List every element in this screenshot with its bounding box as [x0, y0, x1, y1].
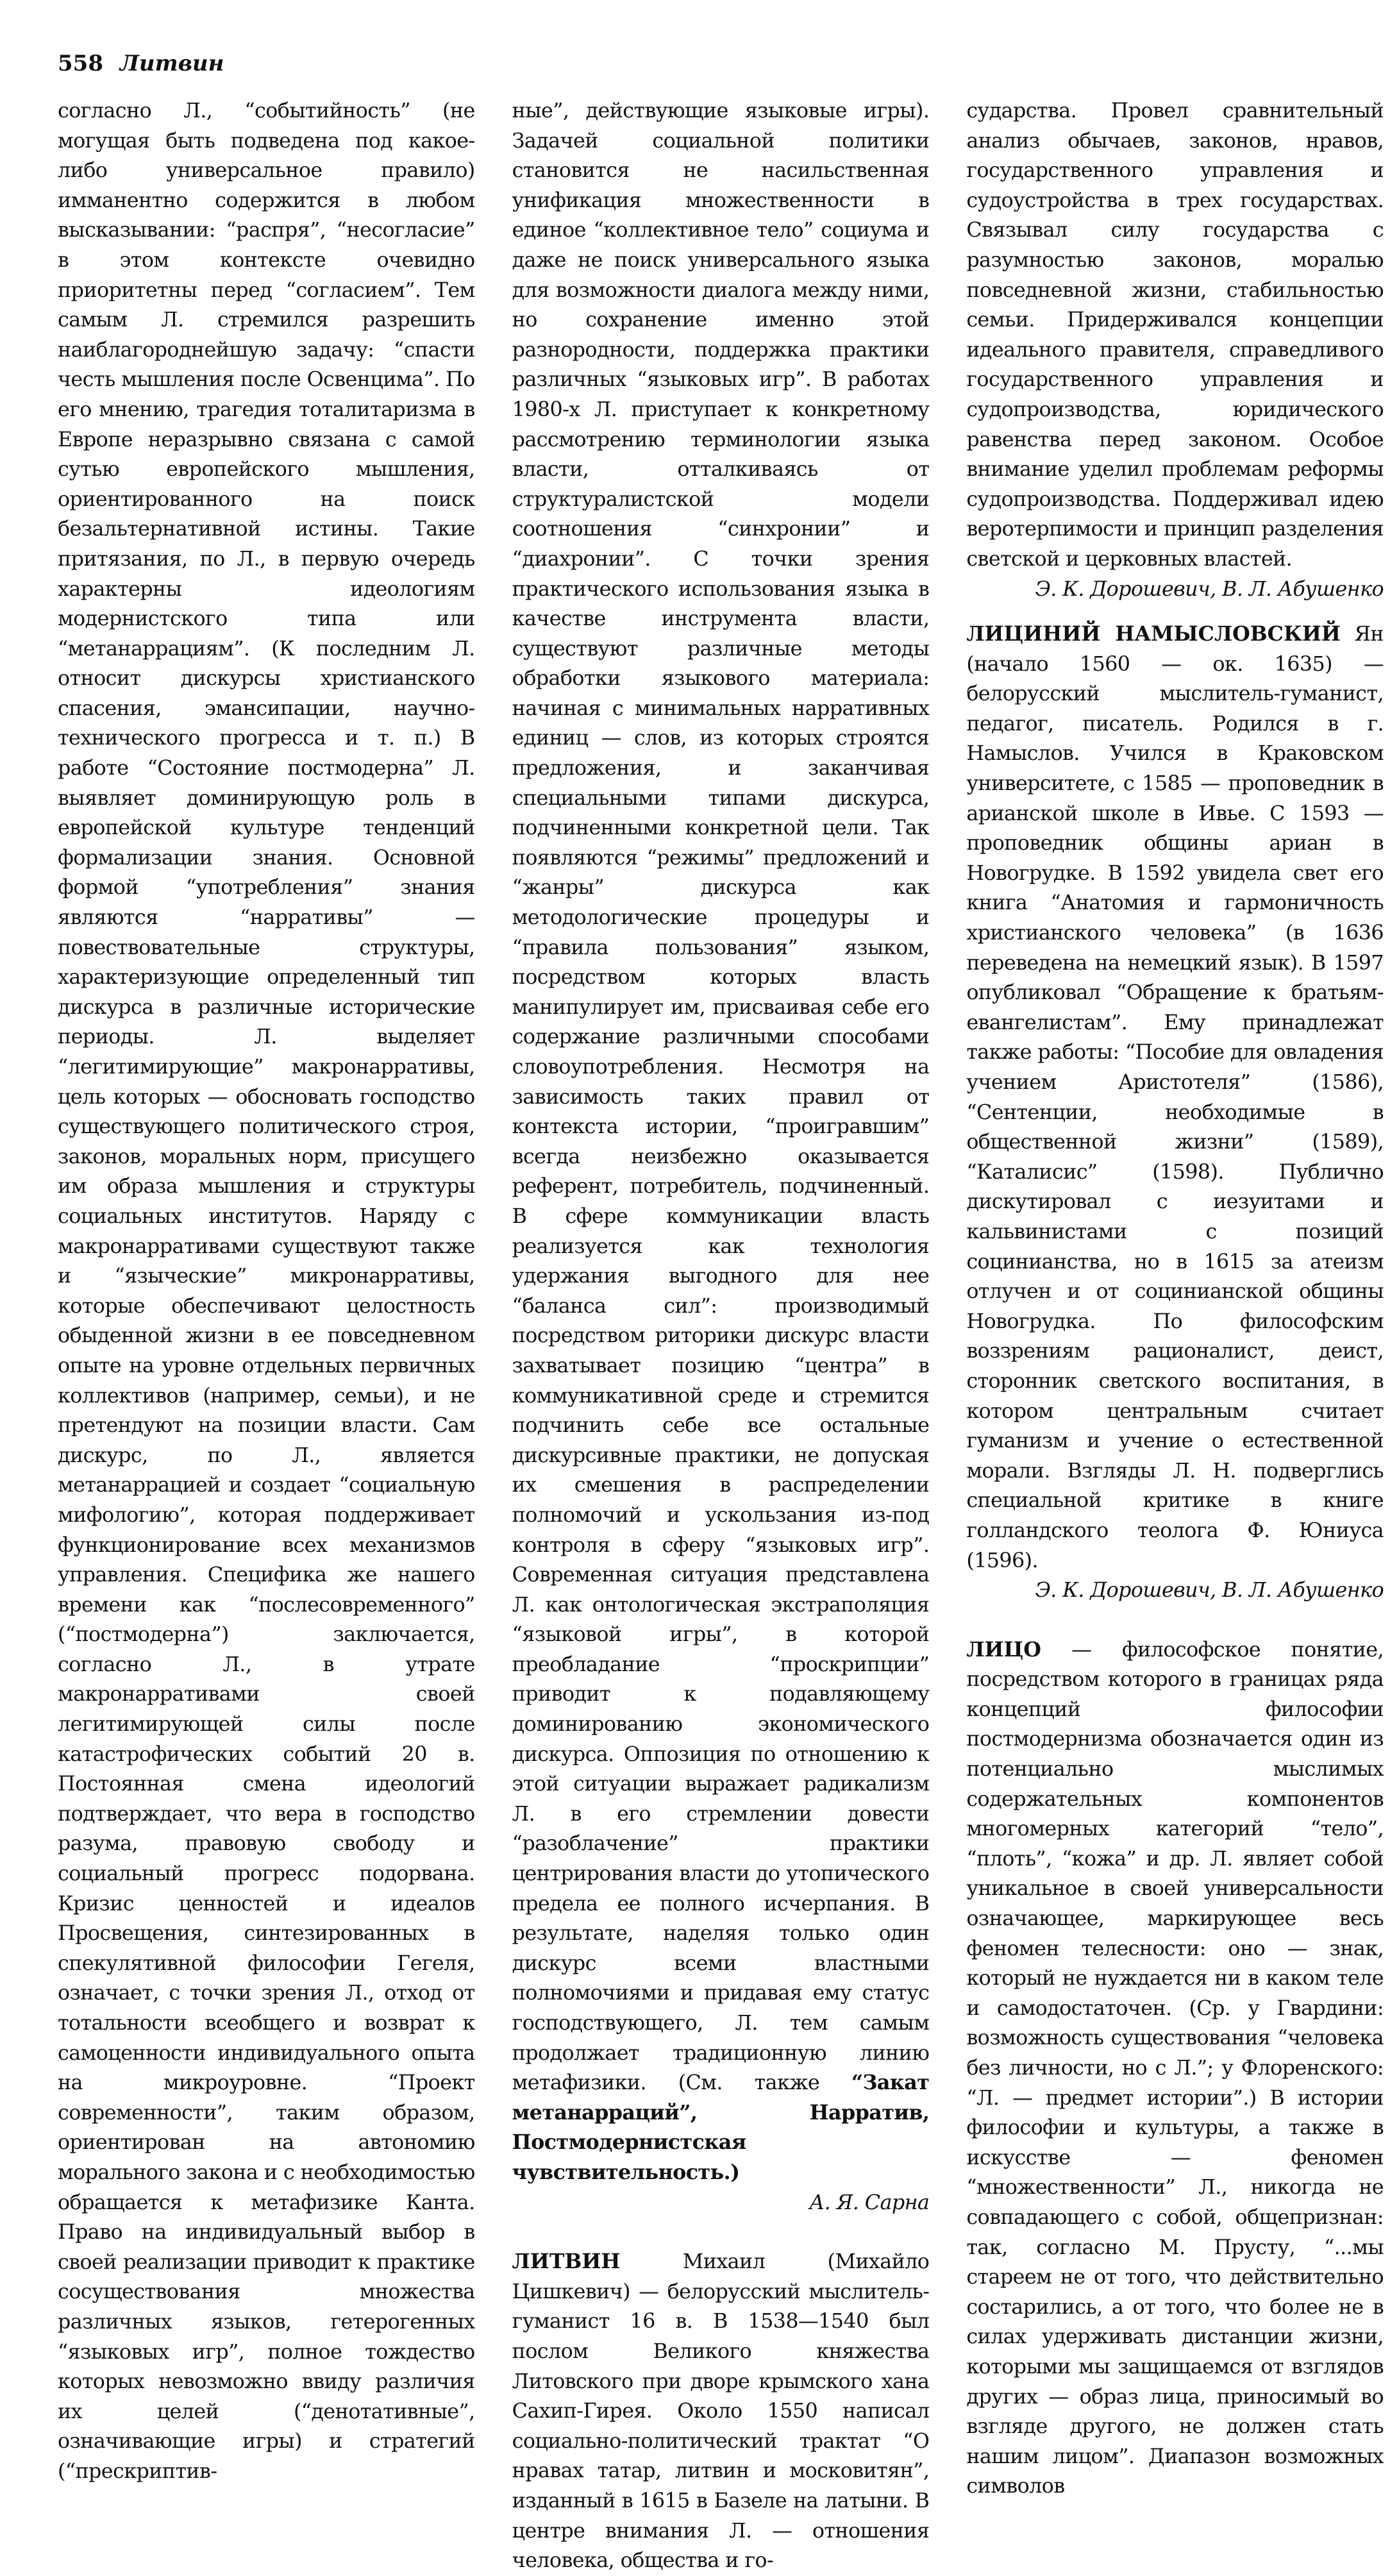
- col3-text-top: сударства. Провел сравнительный анализ обычаев, законов, нравов, государственного управления и судоустройства в трех государствах. Связывал силу государства с разумностью законов, моралью повседневной жизни, стабильностью семьи. Придерживался концепции идеального правителя, справедливого государственного управления и судопроизводства, юридического равенства перед законом. Особое внимание уделил проблемам реформы судопроизводства. Поддерживал идею веротерпимости и принцип разделения светской и церковных властей.: [966, 99, 1384, 571]
- column-1: [58, 96, 475, 2576]
- entry-lico-text: — философское понятие, посредством которого в границах ряда концепций философии постмодернизма обозначается один из потенциально мыслимых содержательных компонентов многомерных категорий “тело”, “плоть”, “кожа” и др. Л. являет собой уникальное в своей универсальности означающее, маркирующее весь феномен телесности: оно — знак, который не нуждается ни в каком теле и самодостаточен. (Ср. у Гвардини: возможность существования “человека без личности, но с Л.”; у Флоренского: “Л. — предмет истории”.) В истории философии и культуры, а также в искусстве — феномен “множественности” Л., никогда не совпадающего с собой, общепризнан: так, согласно М. Прусту, “...мы стареем не от того, что действительно состарились, а от того, что более не в силах удерживать дистанции жизни, которыми мы защищаемся от взглядов других — образ лица, приносимый во взгляде другого, не должен стать нашим лицом”. Диапазон возможных символов: [966, 1637, 1384, 2498]
- spacer: [966, 1606, 1384, 1635]
- entry-lico: [966, 1635, 1384, 2502]
- signature-doroshevich-2: Э. К. Дорошевич, В. Л. Абушенко: [1035, 1578, 1384, 1603]
- column-3: [966, 96, 1384, 2576]
- running-head-word: Литвин: [119, 51, 224, 76]
- entry-licinij: [966, 619, 1384, 1576]
- entry-lico-head: ЛИЦО: [966, 1637, 1041, 1662]
- col1-text: согласно Л., “событийность” (не могущая быть подведена под какое-либо универсальное правило) имманентно содержится в любом высказывании: “распря”, “несогласие” в этом контексте очевидно приоритетны перед “согласием”. Тем самым Л. стремился разрешить наиблагороднейшую задачу: “спасти честь мышления после Освенцима”. По его мнению, трагедия тоталитаризма в Европе неразрывно связана с самой сутью европейского мышления, ориентированного на поиск безальтернативной истины. Такие притязания, по Л., в первую очередь характерны идеологиям модернистского типа или “метанаррациям”. (К последним Л. относит дискурсы христианского спасения, эмансипации, научно-технического прогресса и т. п.) В работе “Состояние постмодерна” Л. выявляет доминирующую роль в европейской культуре тенденций формализации знания. Основной формой “употребления” знания являются “нарративы” — повествовательные структуры, характеризующие определенный тип дискурса в различные исторические периоды. Л. выделяет “легитимирующие” макронарративы, цель которых — обосновать господство существующего политического строя, законов, моральных норм, присущего им образа мышления и структуры социальных институтов. Наряду с макронарративами существуют также и “языческие” микронарративы, которые обеспечивают целостность обыденной жизни в ее повседневном опыте на уровне отдельных первичных коллективов (например, семьи), и не претендуют на позиции власти. Сам дискурс, по Л., является метанаррацией и создает “социальную мифологию”, которая поддерживает функционирование всех механизмов управления. Специфика же нашего времени как “послесовременного” (“постмодерна”) заключается, согласно Л., в утрате макронарративами своей легитимирующей силы после катастрофических событий 20 в. Постоянная смена идеологий подтверждает, что вера в господство разума, правовую свободу и социальный прогресс подорвана. Кризис ценностей и идеалов Просвещения, синтезированных в спекулятивной философии Гегеля, означает, с точки зрения Л., отход от тотальности всеобщего и возврат к самоценности индивидуального опыта на микроуровне. “Проект современности”, таким образом, ориентирован на автономию морального закона и с необходимостью обращается к метафизике Канта. Право на индивидуальный выбор в своей реализации приводит к практике сосуществования множества различных языков, гетерогенных “языковых игр”, полное тождество которых невозможно ввиду различия их целей (“денотативные”, означивающие игры) и стратегий (“прескриптив-: [58, 99, 475, 2483]
- page-number: 558: [58, 51, 103, 76]
- col2-body: ные”, действующие языковые игры). Задачей социальной политики становится не насильственная унификация множественности в единое “коллективное тело” социума и даже не поиск универсального языка для возможности диалога между ними, но сохранение именно этой разнородности, поддержка практики различных “языковых игр”. В работах 1980-х Л. приступает к конкретному рассмотрению терминологии языка власти, отталкиваясь от структуралистской модели соотношения “синхронии” и “диахронии”. С точки зрения практического использования языка в качестве инструмента власти, существуют различные методы обработки языкового материала: начиная с минимальных нарративных единиц — слов, из которых строятся предложения, и заканчивая специальными типами дискурса, подчиненными конкретной цели. Так появляются “режимы” предложений и “жанры” дискурса как методологические процедуры и “правила пользования” языком, посредством которых власть манипулирует им, присваивая себе его содержание различными способами словоупотребления. Несмотря на зависимость таких правил от контекста истории, “проигравшим” всегда неизбежно оказывается референт, потребитель, подчиненный. В сфере коммуникации власть реализуется как технология удержания выгодного для нее “баланса сил”: производимый посредством риторики дискурс власти захватывает позицию “центра” в коммуникативной среде и стремится подчинить себе все остальные дискурсивные практики, не допуская их смешения в распределении полномочий и ускользания из-под контроля в сферу “языковых игр”. Современная ситуация представлена Л. как онтологическая экстраполяция “языковой игры”, в которой преобладание “проскрипции” приводит к подавляющему доминированию экономического дискурса. Оппозиция по отношению к этой ситуации выражает радикализм Л. в его стремлении довести “разоблачение” практики центрирования власти до утопического предела ее полного исчерпания. В результате, наделяя только один дискурс всеми властными полномочиями и придавая ему статус господствующего, Л. тем самым продолжает традиционную линию метафизики. (См. также: [512, 99, 930, 2095]
- entry-litvin: [512, 2247, 930, 2576]
- entry-litvin-text: Михаил (Михайло Цишкевич) — белорусский мыслитель-гуманист 16 в. В 1538—1540 был послом Великого княжества Литовского при дворе крымского хана Сахип-Гирея. Около 1550 написал социально-политический трактат “О нравах татар, литвин и московитян”, изданный в 1615 в Базеле на латыни. В центре внимания Л. — отношения человека, общества и го-: [512, 2250, 930, 2573]
- spacer: [512, 2218, 930, 2247]
- column-2: [512, 96, 930, 2576]
- text-columns: [58, 96, 1384, 2576]
- spacer: [966, 604, 1384, 619]
- entry-licinij-head: ЛИЦИНИЙ НАМЫСЛОВСКИЙ: [966, 622, 1341, 646]
- signature-doroshevich-1: Э. К. Дорошевич, В. Л. Абушенко: [1035, 577, 1384, 601]
- see-also: “Закат метанарраций”, Нарратив, Постмодернистская чувствительность.): [512, 2071, 930, 2184]
- col2-text: [512, 96, 930, 2188]
- running-head: [58, 53, 1384, 90]
- entry-licinij-text: Ян (начало 1560 — ок. 1635) — белорусский мыслитель-гуманист, педагог, писатель. Родился в г. Намыслов. Учился в Краковском университете, с 1585 — проповедник в арианской школе в Ивье. С 1593 — проповедник общины ариан в Новогрудке. В 1592 увидела свет его книга “Анатомия и гармоничность христианского человека” (в 1636 переведена на немецкий язык). В 1597 опубликовал “Обращение к братьям-евангелистам”. Ему принадлежат также работы: “Пособие для овладения учением Аристотеля” (1586), “Сентенции, необходимые в общественной жизни” (1589), “Каталисис” (1598). Публично дискутировал с иезуитами и кальвинистами с позиций социнианства, но в 1615 за атеизм отлучен и от социнианской общины Новогрудка. По философским воззрениям рационалист, деист, сторонник светского воспитания, в котором центральным считает гуманизм и учение о естественной морали. Взгляды Л. Н. подверглись специальной критике в книге голландского теолога Ф. Юниуса (1596).: [966, 622, 1384, 1572]
- entry-litvin-head: ЛИТВИН: [512, 2250, 621, 2274]
- signature-sarna: А. Я. Сарна: [809, 2190, 930, 2214]
